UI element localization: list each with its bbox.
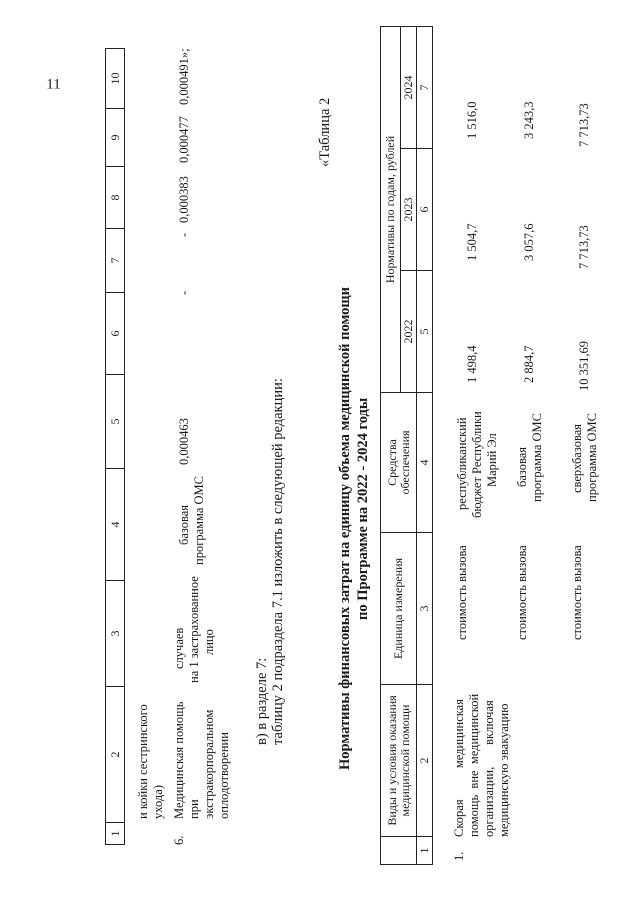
t2-sub3-v2023: 7 713,73 — [577, 225, 591, 269]
t1-row6-c5: 0,000463 — [177, 418, 191, 465]
t2-sub3-src-l1: сверхбазовая — [570, 423, 584, 493]
t2-sub1-v2023: 1 504,7 — [465, 223, 479, 261]
t2-h-source-l2: обеспечения — [397, 430, 412, 495]
t2-row1-name-l3: организации, включая — [482, 700, 496, 837]
t2-row1-name-l4: медицинскую эвакуацию — [497, 703, 511, 837]
t1-row6-name-l4: оплодотворении — [217, 732, 231, 819]
t2-n2: 2 — [417, 685, 433, 837]
t2-sub1-v2024: 1 516,0 — [465, 101, 479, 139]
t1-h7: 7 — [106, 229, 125, 293]
t1-h2: 2 — [106, 687, 125, 823]
t2-h-unit: Единица измерения — [381, 533, 417, 685]
t1-row6-unit-l3: лицо — [202, 629, 216, 655]
t1-h6: 6 — [106, 293, 125, 375]
t2-h-source-l1: Средства — [384, 439, 399, 486]
t1-row6-name-l3: экстракорпоральном — [202, 709, 216, 819]
t2-h-2023: 2023 — [401, 149, 417, 271]
t2-h-kinds-l1: Виды и условия оказания — [384, 695, 399, 826]
t1-row6-col-8: 0,000383 — [177, 176, 191, 223]
t2-n6: 6 — [417, 149, 433, 271]
t1-h5: 5 — [106, 375, 125, 469]
t2-n5: 5 — [417, 271, 433, 393]
t1-row6-col-10: 0,000491»; — [177, 48, 191, 105]
t2-h-2024: 2024 — [401, 26, 417, 148]
t1-h3: 3 — [106, 581, 125, 687]
t2-row1-name-l2: помощь вне медицинской — [467, 693, 481, 837]
t1-h1: 1 — [106, 823, 125, 845]
t1-row6-name-l1: Медицинская помощь — [172, 701, 186, 819]
t2-sub2-src-l2: программа ОМС — [530, 412, 544, 502]
t1-row6-unit-l2: на 1 застрахованное — [187, 576, 201, 683]
table2-title-l2: по Программе на 2022 - 2024 годы — [355, 397, 371, 620]
t1-row6-c7: - — [177, 232, 191, 237]
t2-sub1-src-l3: Марий Эл — [485, 433, 499, 487]
t2-sub2-unit: стоимость вызова — [515, 545, 529, 640]
t1-h10: 10 — [106, 49, 125, 109]
t2-row1-num: 1. — [452, 851, 466, 861]
t1-row6-c6: - — [177, 290, 191, 295]
t2-n1: 1 — [417, 837, 433, 865]
t2-n3: 3 — [417, 533, 433, 685]
t2-n4: 4 — [417, 393, 433, 533]
instruction-line-2: таблицу 2 подраздела 7.1 изложить в следующей редакции: — [270, 378, 286, 745]
t2-row1-name-l1: Скорая медицинская — [452, 699, 466, 837]
table2 — [380, 26, 433, 865]
t1-row6-name-l2: при — [187, 799, 201, 819]
t2-h-num-blank — [381, 837, 417, 865]
table2-title-l1: Нормативы финансовых затрат на единицу объема медицинской помощи — [337, 286, 353, 770]
t2-sub2-v2023: 3 057,6 — [522, 223, 536, 261]
t1-row6-unit-l1: случаев — [172, 627, 186, 669]
instruction-line-1: в) в разделе 7: — [254, 657, 270, 745]
table-label: «Таблица 2 — [317, 97, 333, 167]
t2-sub3-unit: стоимость вызова — [570, 545, 584, 640]
t1-continued-l1: и койки сестринского — [136, 704, 150, 819]
t1-row6-src-l2: программа ОМС — [192, 475, 206, 565]
t2-sub3-src-l2: программа ОМС — [585, 412, 599, 502]
t2-sub1-src-l1: республиканский — [455, 417, 469, 510]
t2-sub2-v2024: 3 243,3 — [522, 101, 536, 139]
t1-h9: 9 — [106, 109, 125, 167]
t2-h-norms: Нормативы по годам, рублей — [381, 26, 401, 392]
t2-h-kinds-l2: медицинской помощи — [397, 704, 412, 817]
t1-h8: 8 — [106, 167, 125, 229]
t2-sub1-src-l2: бюджет Республики — [470, 411, 484, 518]
t2-h-kinds — [381, 685, 417, 837]
t1-row6-col-9: 0,000477 — [177, 116, 191, 163]
t2-n7: 7 — [417, 26, 433, 148]
t2-h-2022: 2022 — [401, 271, 417, 393]
t1-h4: 4 — [106, 469, 125, 581]
t2-sub1-unit: стоимость вызова — [455, 545, 469, 640]
t2-sub2-v2022: 2 884,7 — [522, 345, 536, 383]
t2-sub2-src-l1: базовая — [515, 446, 529, 487]
t2-h-source — [381, 393, 417, 533]
table1-header — [105, 48, 125, 845]
t2-sub3-v2024: 7 713,73 — [577, 103, 591, 147]
t2-sub3-v2022: 10 351,69 — [577, 341, 591, 391]
t1-row6-src-l1: базовая — [177, 504, 191, 545]
page-number: 11 — [46, 76, 61, 93]
t1-row6-num: 6. — [172, 835, 186, 845]
t2-sub1-v2022: 1 498,4 — [465, 345, 479, 383]
t1-continued-l2: ухода) — [151, 785, 165, 819]
